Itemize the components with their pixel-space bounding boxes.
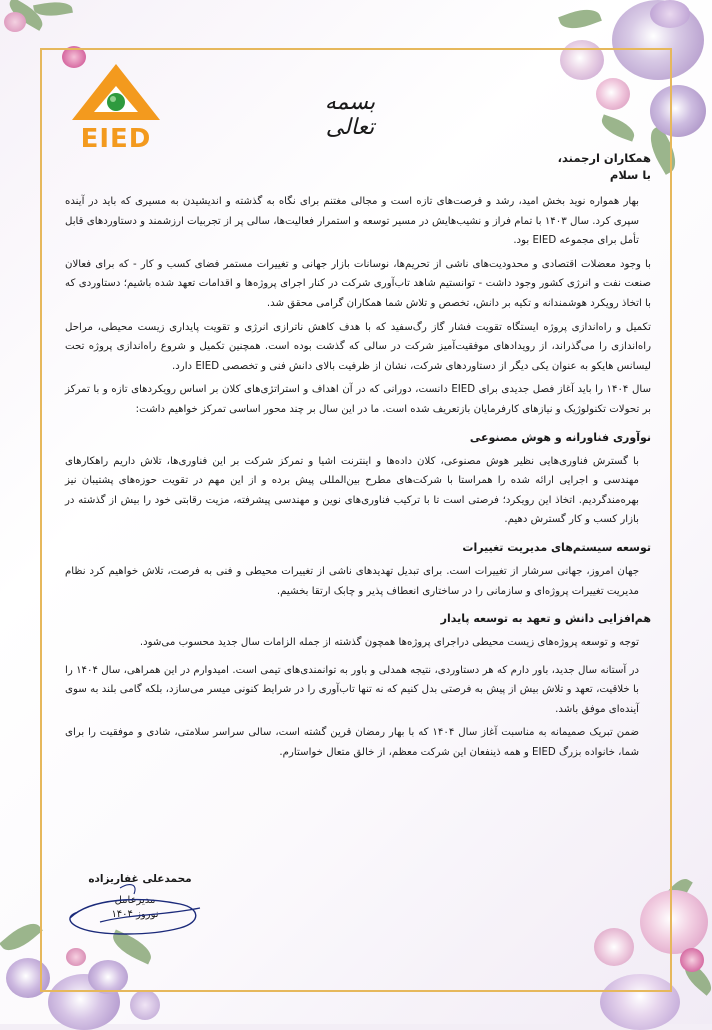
paragraph-9: ضمن تبریک صمیمانه به مناسبت آغاز سال ۱۴۰۴ که با بهار رمضان قرین گشته است، سالی سراسر سلامتی، شادی و موفقیت را برای شما، خانواده بزرگ EIED و همه ذینفعان این شرکت معظم، از خالق متعال خواستارم. xyxy=(65,727,639,759)
paragraph-6: جهان امروز، جهانی سرشار از تغییرات است. برای تبدیل تهدیدهای ناشی از تغییرات محیطی و فنی به فرصت، تلاش خواهیم کرد نظام مدیریت تغییرات پروژه‌ای و سازمانی را در ساختاری انعطاف پذیر و چابک ارتقا بخشیم. xyxy=(65,565,639,597)
basmala-heading: بسمه تعالی xyxy=(324,90,376,140)
section-heading-innovation: نوآوری فناورانه و هوش مصنوعی xyxy=(469,430,651,444)
handwritten-signature xyxy=(60,878,210,948)
paragraph-4: سال ۱۴۰۴ را باید آغاز فصل جدیدی برای EIED دانست، دورانی که در آن اهداف و استراتژی‌های کلان بر اساس رویکردهای تازه و با تمرکز بر تحولات تکنولوژیک و نیازهای کارفرمایان بازتعریف شده است. ما در این سال بر چند محور اساسی تمرکز خواهیم داشت: xyxy=(65,384,651,415)
paragraph-1: بهار همواره نوید بخش امید، رشد و فرصت‌های تازه است و مجالی مغتنم برای نگاه به گذشته و اندیشیدن به مسیری که باید در آینده سپری کرد. سال ۱۴۰۳ با تمام فراز و نشیب‌هایش در مسیر توسعه و استمرار فعالیت‌ها، سالی پر از تجربیات ارزشمند و دستاوردهای قابل تأمل برای مجموعه EIED بود. xyxy=(65,196,639,247)
letter-body xyxy=(65,150,651,763)
paragraph-2: با وجود معضلات اقتصادی و محدودیت‌های ناشی از تحریم‌ها، نوسانات بازار جهانی و تغییرات مستمر فضای کسب و کار - که برای فعالان صنعت نفت و انرژی کشور وجود داشت - توانستیم شاهد تاب‌آوری شرکت در کنار اجرای پروژه‌ها و اقدامات تعهد شده باشیم؛ دستاوردی که با اتخاذ رویکرد هوشمندانه و تکیه بر دانش، تخصص و تلاش شما همکاران گرامی محقق شد. xyxy=(65,258,651,309)
section-heading-change-management: توسعه سیستم‌های مدیریت تغییرات xyxy=(462,540,651,554)
greeting-line-1: همکاران ارجمند، xyxy=(557,151,651,165)
signature-date: نوروز ۱۴۰۴ xyxy=(111,909,159,920)
signature-block xyxy=(60,872,210,942)
greeting-line-2: با سلام xyxy=(609,168,651,182)
paragraph-7: توجه و توسعه پروژه‌های زیست محیطی دراجرای پروژه‌ها همچون گذشته از جمله الزامات سال جدید محسوب می‌شود. xyxy=(139,637,639,649)
company-logo-text: EIED xyxy=(80,124,152,154)
section-heading-sustainability: هم‌افزایی دانش و تعهد به توسعه پایدار xyxy=(440,612,651,626)
signatory-name: محمدعلی غفاریزاده xyxy=(88,873,192,885)
signatory-title: مدیرعامل xyxy=(114,895,156,906)
paragraph-3: تکمیل و راه‌اندازی پروژه ایستگاه تقویت فشار گاز رگ‌سفید که با هدف کاهش ناترازی انرژی و تقویت پایداری زیست محیطی، مراحل راه‌اندازی را می‌گذراند، از رویدادهای موفقیت‌آمیز شرکت در سالی که گذشت بوده است. همچنین تکمیل و شروع راه‌اندازی پروژه تحت لیسانس هایکو به عنوان یکی دیگر از دستاوردهای شرکت، نشان از ظرفیت بالای دانش فنی و تخصصی EIED دارد. xyxy=(65,321,651,372)
paragraph-8: در آستانه سال جدید، باور دارم که هر دستاوردی، نتیجه همدلی و باور به توانمندی‌های تیمی است. امیدوارم در این همراهی، سال ۱۴۰۴ را با خلاقیت، تعهد و تلاش بیش از پیش به فرصتی بدل کنیم که نه تنها تاب‌آوری را در شرایط کنونی میسر می‌سازد، بلکه گامی بلند به سوی آینده‌ای موفق باشد. xyxy=(65,664,639,715)
paragraph-5: با گسترش فناوری‌هایی نظیر هوش مصنوعی، کلان داده‌ها و اینترنت اشیا و تمرکز شرکت بر این فناوری‌ها، تلاش داریم راهکارهای مهندسی و اجرایی ارائه شده را همراستا با شرکت‌های مطرح بین‌المللی پیش برده و از این مهم در تقویت حوزه‌های پشتیبان نیز بهره‌مندگردیم. اتخاذ این رویکرد؛ فرصتی است تا با ترکیب فناوری‌های نوین و مهندسی پیشرفته، مزیت رقابتی خود را بیش از گذشته در بازار کسب و کار گسترش دهیم. xyxy=(65,455,639,526)
